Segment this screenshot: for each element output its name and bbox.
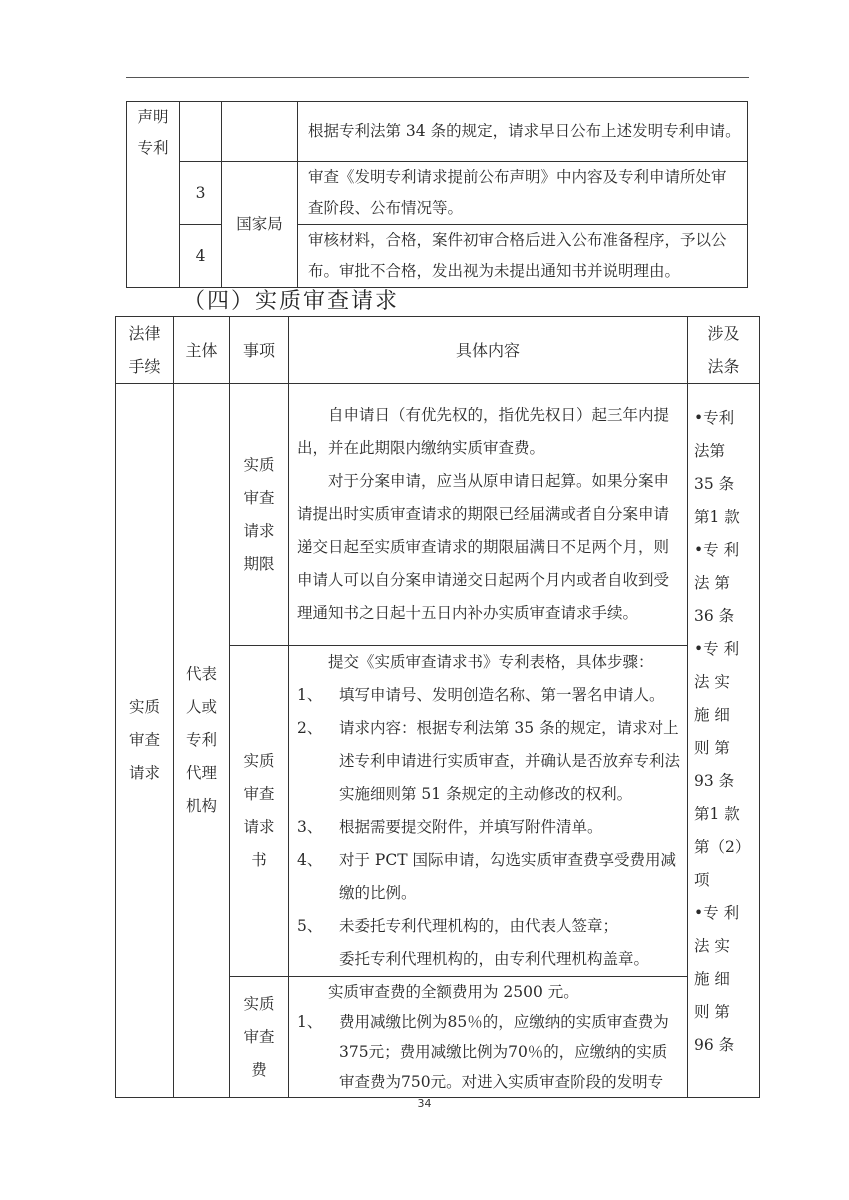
procedure-cell: 实质审查请求: [116, 384, 174, 1098]
laws-list: [694, 402, 755, 1062]
step-text: 请求内容：根据专利法第 35 条的规定，请求对上述专利申请进行实质审查，并确认是否放弃专利法实施细则第 51 条规定的主动修改的权利。: [339, 719, 681, 803]
content-cell: [289, 977, 688, 1098]
law-line: 第1 款: [694, 508, 740, 526]
step-number: 4、: [297, 851, 323, 869]
law-line: 项: [694, 871, 710, 889]
header-laws: 涉及法条: [688, 317, 760, 384]
step-item: [297, 844, 681, 910]
step-number: 2、: [297, 719, 323, 737]
law-line: 35 条: [694, 475, 735, 493]
header-row: [116, 317, 760, 384]
step-item: [297, 712, 681, 811]
item-cell: 实质审查请求书: [230, 646, 289, 977]
law-line: 第1 款: [694, 805, 740, 823]
law-line: •专 利: [694, 904, 740, 922]
steps-list: [297, 1007, 681, 1097]
header-content: 具体内容: [289, 317, 688, 384]
header-subject: 主体: [174, 317, 230, 384]
step-text: 填写申请号、发明创造名称、第一署名申请人。: [339, 686, 665, 704]
law-line: 36 条: [694, 607, 735, 625]
paragraph: 对于分案申请，应当从原申请日起算。如果分案申请提出时实质审查请求的期限已经届满或者自分案申请递交日起至实质审查请求的期限届满日不足两个月，则申请人可以自分案申请递交日起两个月内或者自收到受理通知书之日起十五日内补办实质审查请求手续。: [297, 472, 670, 622]
law-line: •专利: [694, 409, 735, 427]
step-text: 未委托专利代理机构的，由代表人签章；: [339, 917, 619, 935]
procedure-label: 声明专利: [137, 108, 169, 157]
law-line: •专 利: [694, 541, 740, 559]
subject-cell: 国家局: [222, 162, 298, 288]
publication-table: [126, 101, 748, 288]
law-line: 法 第: [694, 574, 730, 592]
law-line: •专 利: [694, 640, 740, 658]
law-line: 施 细: [694, 970, 730, 988]
step-item: [297, 679, 681, 712]
step-cell: [180, 102, 222, 162]
law-line: 第（2）: [694, 838, 751, 856]
law-line: 法 实: [694, 937, 730, 955]
step-continuation: 委托专利代理机构的，由专利代理机构盖章。: [339, 950, 650, 968]
step-text: 根据需要提交附件，并填写附件清单。: [339, 818, 603, 836]
step-number: 1、: [297, 686, 323, 704]
step-text: 对于 PCT 国际申请，勾选实质审查费享受费用减缴的比例。: [339, 851, 676, 902]
item-cell: 实质审查费: [230, 977, 289, 1098]
step-cell: 4: [180, 225, 222, 288]
law-line: 法第: [694, 442, 726, 460]
laws-cell: [688, 384, 760, 1098]
step-number: 5、: [297, 917, 323, 935]
step-cell: 3: [180, 162, 222, 225]
content-cell: [289, 384, 688, 646]
intro: 实质审查费的全额费用为 2500 元。: [328, 983, 579, 1001]
header-item: 事项: [230, 317, 289, 384]
header-rule: [126, 77, 749, 78]
item-cell: 实质审查请求期限: [230, 384, 289, 646]
step-text: 费用减缴比例为85％的，应缴纳的实质审查费为375元；费用减缴比例为70％的，应缴纳的实质审查费为750元。对进入实质审查阶段的发明专: [339, 1013, 669, 1091]
steps-list: [297, 679, 681, 976]
procedure-cell: [127, 102, 180, 288]
content-cell: 审查《发明专利请求提前公布声明》中内容及专利申请所处审查阶段、公布情况等。: [298, 162, 748, 225]
step-item: [297, 910, 681, 943]
content-cell: [289, 646, 688, 977]
subject-cell: [222, 102, 298, 162]
header-procedure: 法律手续: [116, 317, 174, 384]
paragraph: 自申请日（有优先权的，指优先权日）起三年内提出，并在此期限内缴纳实质审查费。: [297, 406, 670, 457]
law-line: 则 第: [694, 739, 730, 757]
law-line: 93 条: [694, 772, 735, 790]
content-cell: 根据专利法第 34 条的规定，请求早日公布上述发明专利申请。: [298, 102, 748, 162]
law-line: 96 条: [694, 1036, 735, 1054]
step-number: 3、: [297, 818, 323, 836]
step-item: [297, 1007, 681, 1097]
intro: 提交《实质审查请求书》专利表格，具体步骤：: [328, 653, 654, 671]
law-line: 法 实: [694, 673, 730, 691]
content-cell: 审核材料，合格，案件初审合格后进入公布准备程序，予以公布。审批不合格，发出视为未提出通知书并说明理由。: [298, 225, 748, 288]
subject-cell: 代表人或专利代理机构: [174, 384, 230, 1098]
law-line: 施 细: [694, 706, 730, 724]
substantive-exam-table: [115, 316, 760, 1098]
section-title: （四）实质审查请求: [183, 289, 400, 314]
step-number: 1、: [297, 1013, 323, 1031]
table-row: [116, 384, 760, 646]
law-line: 则 第: [694, 1003, 730, 1021]
step-item: [297, 811, 681, 844]
page-number: 34: [417, 1097, 432, 1110]
